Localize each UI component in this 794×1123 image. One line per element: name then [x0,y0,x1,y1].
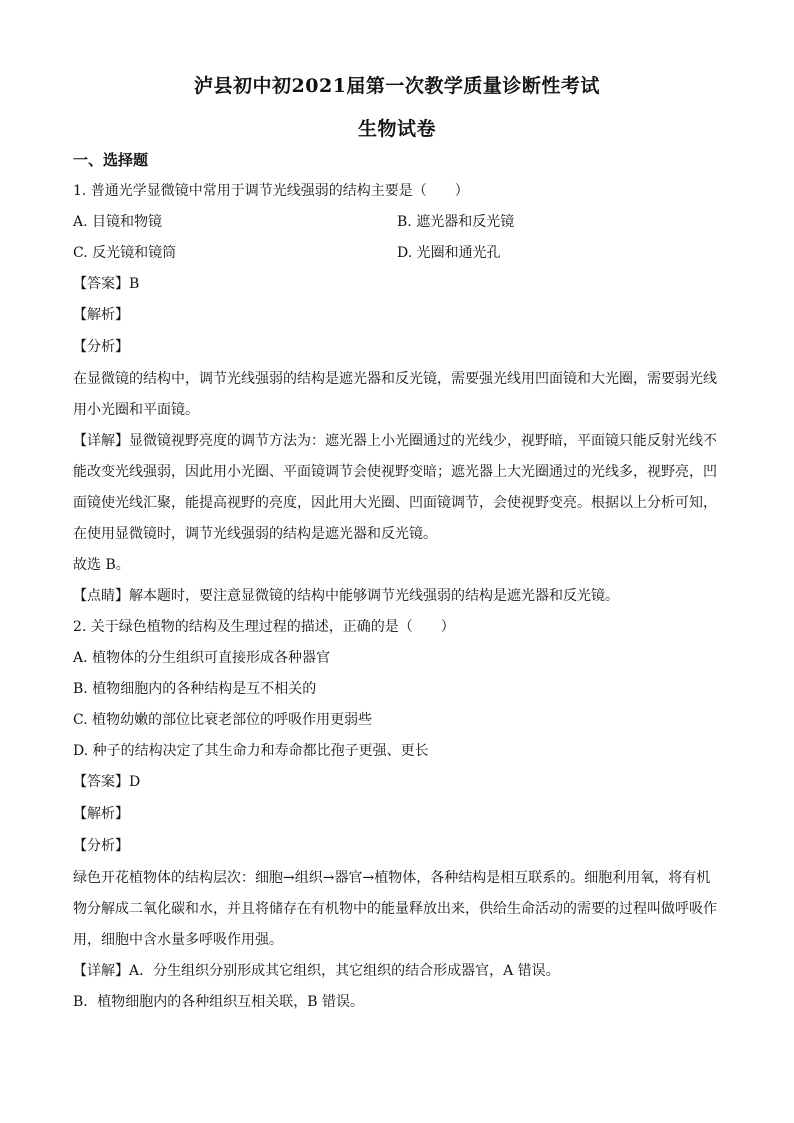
q1-option-d: D. 光圈和通光孔 [397,245,501,261]
q2-option-c: C. 植物幼嫩的部位比衰老部位的呼吸作用更弱些 [73,712,373,728]
q2-stem: 2. 关于绿色植物的结构及生理过程的描述，正确的是（ ） [73,619,455,635]
q2-fenxi-line: 物分解成二氧化碳和水，并且将储存在有机物中的能量释放出来，供给生命活动的需要的过程叫做呼吸作 [73,901,717,917]
q1-answer: 【答案】B [73,276,140,292]
q1-stem: 1. 普通光学显微镜中常用于调节光线强弱的结构主要是（ ） [73,183,469,199]
q1-choose: 故选 B。 [73,557,130,573]
q1-jiexi-label: 【解析】 [73,307,129,323]
q2-jiexi-label: 【解析】 [73,806,129,822]
exam-subtitle: 生物试卷 [357,118,436,140]
exam-title: 泸县初中初2021届第一次教学质量诊断性考试 [194,75,600,97]
q2-option-a: A. 植物体的分生组织可直接形成各种器官 [73,650,331,666]
q1-fenxi-label: 【分析】 [73,339,129,355]
section-heading: 一、选择题 [73,151,149,169]
q1-fenxi-line: 在显微镜的结构中，调节光线强弱的结构是遮光器和反光镜，需要强光线用凹面镜和大光圈，需要弱光线 [73,371,717,387]
q1-xiangjie-line: 面镜使光线汇聚，能提高视野的亮度，因此用大光圈、凹面镜调节，会使视野变亮。根据以上分析可知， [73,495,717,511]
q1-xiangjie-line: 能改变光线强弱，因此用小光圈、平面镜调节会使视野变暗；遮光器上大光圈通过的光线多，视野亮，凹 [73,464,717,480]
q2-xiangjie-line: B．植物细胞内的各种组织互相关联，B 错误。 [73,994,365,1010]
q2-fenxi-label: 【分析】 [73,838,129,854]
q1-dianjing: 【点睛】解本题时，要注意显微镜的结构中能够调节光线强弱的结构是遮光器和反光镜。 [73,588,619,604]
q2-fenxi-line: 用，细胞中含水量多呼吸作用强。 [73,932,283,948]
q2-answer: 【答案】D [73,774,141,790]
q1-xiangjie-line: 在使用显微镜时，调节光线强弱的结构是遮光器和反光镜。 [73,526,437,542]
q1-option-a: A. 目镜和物镜 [73,214,163,230]
q2-fenxi-line: 绿色开花植物体的结构层次：细胞→组织→器官→植物体，各种结构是相互联系的。细胞利用氧，将有机 [73,870,711,886]
q1-fenxi-line: 用小光圈和平面镜。 [73,402,199,418]
q2-option-b: B. 植物细胞内的各种结构是互不相关的 [73,681,317,697]
q2-xiangjie-line: 【详解】A．分生组织分别形成其它组织，其它组织的结合形成器官，A 错误。 [73,963,560,979]
q1-option-b: B. 遮光器和反光镜 [397,214,515,230]
q2-option-d: D. 种子的结构决定了其生命力和寿命都比孢子更强、更长 [73,743,429,759]
q1-option-c: C. 反光镜和镜筒 [73,245,177,261]
q1-xiangjie-line: 【详解】显微镜视野亮度的调节方法为：遮光器上小光圈通过的光线少，视野暗，平面镜只能反射光线不 [73,433,717,449]
